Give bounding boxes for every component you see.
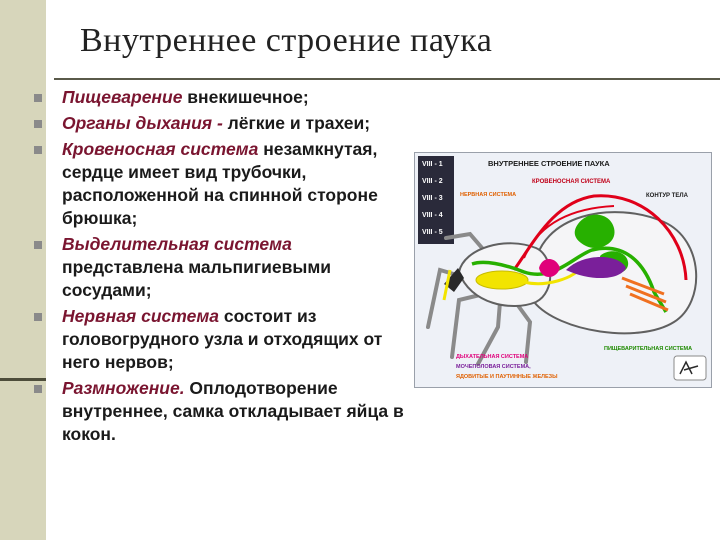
- segment-label: VIII - 1: [422, 161, 443, 168]
- bullet-square-icon: [34, 241, 42, 249]
- nerve-ganglion: [476, 271, 528, 289]
- bullet-square-icon: [34, 313, 42, 321]
- bullet-reproduction: [34, 377, 406, 446]
- body-outline-label: КОНТУР ТЕЛА: [646, 193, 688, 199]
- bullet-text: представлена мальпигиевыми сосудами;: [62, 257, 332, 300]
- bullet-square-icon: [34, 94, 42, 102]
- bullet-text: незамкнутая, сердце имеет вид трубочки, расположенной на спинной стороне брюшка;: [62, 139, 378, 228]
- segment-label: VIII - 2: [422, 178, 443, 185]
- segment-label: VIII - 4: [422, 212, 443, 219]
- bullet-square-icon: [34, 120, 42, 128]
- title-divider: [54, 78, 720, 80]
- bullet-text: Оплодотворение внутреннее, самка откладывает яйца в кокон.: [62, 378, 404, 444]
- slide-title: Внутреннее строение паука: [80, 22, 493, 59]
- bullet-respiration: [34, 112, 406, 135]
- bullet-term: Пищеварение: [62, 87, 183, 107]
- bullet-term: Органы дыхания -: [62, 113, 228, 133]
- bullet-term: Размножение.: [62, 378, 185, 398]
- bullet-square-icon: [34, 146, 42, 154]
- spider-anatomy-figure: [414, 152, 712, 388]
- figure-title: ВНУТРЕННЕЕ СТРОЕНИЕ ПАУКА: [488, 159, 610, 168]
- excretory-system-label: МОЧЕПОЛОВАЯ СИСТЕМА,: [456, 364, 531, 370]
- respiratory-system-label: ДЫХАТЕЛЬНАЯ СИСТЕМА: [456, 354, 529, 360]
- bullet-term: Нервная система: [62, 306, 219, 326]
- nervous-system-label: НЕРВНАЯ СИСТЕМА: [460, 192, 517, 198]
- bullet-excretion: [34, 233, 406, 302]
- bullet-text: состоит из головогрудного узла и отходящих от него нервов;: [62, 306, 383, 372]
- digestive-system-label: ПИЩЕВАРИТЕЛЬНАЯ СИСТЕМА: [604, 346, 693, 352]
- glands-label: ЯДОВИТЫЕ И ПАУТИННЫЕ ЖЕЛЕЗЫ: [456, 374, 558, 380]
- bullet-list: [34, 86, 406, 449]
- bullet-term: Кровеносная система: [62, 139, 259, 159]
- circulatory-system-label: КРОВЕНОСНАЯ СИСТЕМА: [532, 179, 611, 185]
- bullet-square-icon: [34, 385, 42, 393]
- bullet-text: лёгкие и трахеи;: [227, 113, 371, 133]
- bullet-circulation: [34, 138, 406, 230]
- bullet-nervous: [34, 305, 406, 374]
- bullet-term: Выделительная система: [62, 234, 292, 254]
- bullet-text: внекишечное;: [182, 87, 309, 107]
- segment-label: VIII - 3: [422, 195, 443, 202]
- segment-label: VIII - 5: [422, 229, 443, 236]
- bullet-digestion: [34, 86, 406, 109]
